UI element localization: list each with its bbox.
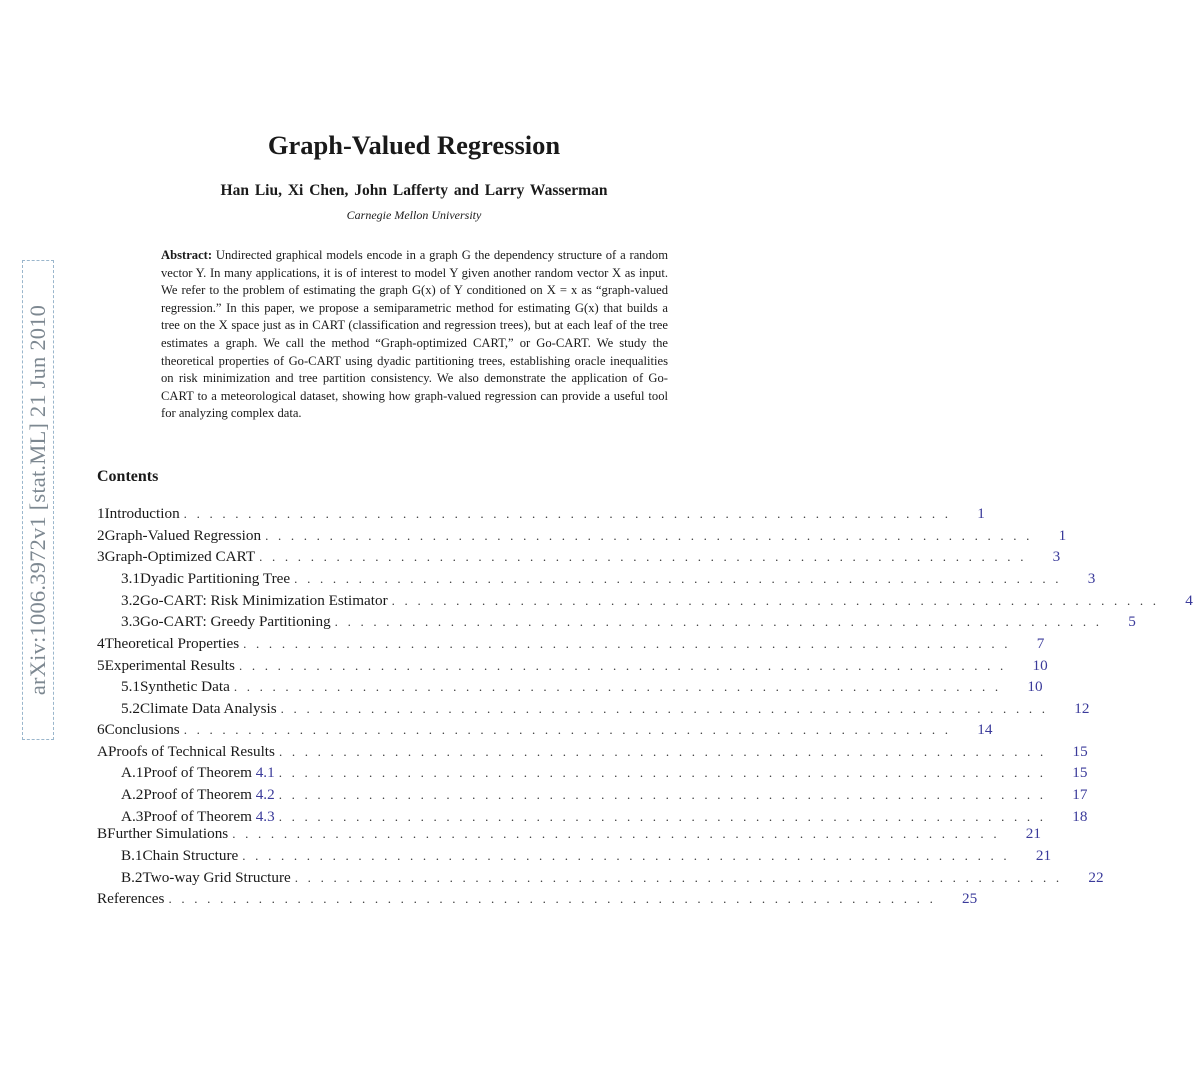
toc-page-link[interactable]: 15 bbox=[1072, 743, 1088, 760]
toc-leader-dots: . . . . . . . . . . . . . . . . . . . . . . . . . . . . . . . . . . . . . . . . . . . . . . . . . . . . . . . . . . . . bbox=[168, 891, 937, 906]
toc-subentry[interactable] bbox=[121, 570, 1096, 590]
toc-number: B.1 bbox=[121, 847, 143, 864]
toc-title: Chain Structure bbox=[142, 847, 239, 864]
toc-entry[interactable] bbox=[97, 548, 1061, 568]
toc-number: 5.1 bbox=[121, 678, 140, 695]
toc-page-link[interactable]: 12 bbox=[1074, 700, 1090, 717]
toc-subentry[interactable] bbox=[121, 847, 1052, 867]
toc-page-link[interactable]: 18 bbox=[1072, 808, 1088, 825]
toc-leader-dots: . . . . . . . . . . . . . . . . . . . . . . . . . . . . . . . . . . . . . . . . . . . . . . . . . . . . . . . . . . . . bbox=[278, 765, 1047, 780]
toc-page-link[interactable]: 4 bbox=[1185, 592, 1193, 609]
toc-number: 4 bbox=[97, 635, 105, 652]
paper-authors: Han Liu, Xi Chen, John Lafferty and Larry Wasserman bbox=[220, 182, 608, 199]
toc-leader-dots: . . . . . . . . . . . . . . . . . . . . . . . . . . . . . . . . . . . . . . . . . . . . . . . . . . . . . . . . . . . . bbox=[232, 826, 1000, 841]
toc-leader-dots: . . . . . . . . . . . . . . . . . . . . . . . . . . . . . . . . . . . . . . . . . . . . . . . . . . . . . . . . . . . . bbox=[265, 528, 1033, 543]
toc-page-link[interactable]: 7 bbox=[1036, 635, 1045, 652]
toc-entry[interactable] bbox=[97, 527, 1067, 547]
toc-entry[interactable] bbox=[97, 743, 1088, 763]
paper-affiliation: Carnegie Mellon University bbox=[346, 208, 482, 222]
toc-title: Further Simulations bbox=[107, 825, 229, 842]
toc-page-link[interactable]: 14 bbox=[977, 721, 993, 738]
toc-subentry[interactable] bbox=[121, 700, 1090, 720]
toc-title: Dyadic Partitioning Tree bbox=[139, 570, 291, 587]
toc-page-link[interactable]: 25 bbox=[962, 890, 978, 907]
toc-entry-references[interactable] bbox=[97, 890, 978, 910]
toc-page-link[interactable]: 1 bbox=[977, 505, 985, 522]
toc-page-link[interactable]: 21 bbox=[1035, 847, 1052, 864]
contents-heading: Contents bbox=[97, 468, 159, 485]
toc-entry[interactable] bbox=[97, 505, 985, 525]
toc-subentry[interactable] bbox=[121, 786, 1088, 806]
abstract-block bbox=[161, 247, 668, 423]
toc-subentry[interactable] bbox=[121, 592, 1193, 612]
toc-title-text: Proof of Theorem bbox=[143, 764, 256, 781]
toc-number: A.1 bbox=[121, 764, 144, 781]
toc-leader-dots: . . . . . . . . . . . . . . . . . . . . . . . . . . . . . . . . . . . . . . . . . . . . . . . . . . . . . . . . . . . . bbox=[242, 848, 1010, 863]
toc-subentry[interactable] bbox=[121, 764, 1088, 784]
toc-title: Conclusions bbox=[104, 721, 180, 738]
toc-title: Synthetic Data bbox=[139, 678, 230, 695]
toc-entry[interactable] bbox=[97, 657, 1048, 677]
toc-page-link[interactable]: 1 bbox=[1058, 527, 1067, 544]
toc-entry[interactable] bbox=[97, 721, 993, 741]
toc-leader-dots: . . . . . . . . . . . . . . . . . . . . . . . . . . . . . . . . . . . . . . . . . . . . . . . . . . . . . . . . . . . . bbox=[233, 679, 1002, 694]
paper-title: Graph-Valued Regression bbox=[267, 130, 561, 160]
toc-title: Graph-Optimized CART bbox=[104, 548, 256, 565]
toc-subentry[interactable] bbox=[121, 869, 1104, 889]
toc-number: 5 bbox=[97, 657, 105, 674]
toc-number: 3.3 bbox=[121, 613, 140, 630]
arxiv-identifier[interactable]: arXiv:1006.3972v1 [stat.ML] 21 Jun 2010 bbox=[25, 304, 50, 696]
toc-page-link[interactable]: 5 bbox=[1128, 613, 1136, 630]
toc-page-link[interactable]: 15 bbox=[1072, 764, 1088, 781]
toc-page-link[interactable]: 10 bbox=[1027, 678, 1043, 695]
toc-title: Introduction bbox=[104, 505, 180, 522]
toc-leader-dots: . . . . . . . . . . . . . . . . . . . . . . . . . . . . . . . . . . . . . . . . . . . . . . . . . . . . . . . . . . . . bbox=[334, 614, 1103, 629]
toc-number: A.3 bbox=[121, 808, 144, 825]
toc-leader-dots: . . . . . . . . . . . . . . . . . . . . . . . . . . . . . . . . . . . . . . . . . . . . . . . . . . . . . . . . . . . . bbox=[183, 722, 952, 737]
toc-page-link[interactable]: 21 bbox=[1025, 825, 1041, 842]
toc-number: A.2 bbox=[121, 786, 144, 803]
toc-subentry[interactable] bbox=[121, 613, 1136, 633]
toc-number: B bbox=[97, 825, 108, 842]
toc-number: 3.2 bbox=[121, 592, 140, 609]
toc-page-link[interactable]: 3 bbox=[1052, 548, 1061, 565]
toc-entry[interactable] bbox=[97, 635, 1045, 655]
toc-leader-dots: . . . . . . . . . . . . . . . . . . . . . . . . . . . . . . . . . . . . . . . . . . . . . . . . . . . . . . . . . . . . bbox=[259, 549, 1027, 564]
toc-entry[interactable] bbox=[97, 825, 1041, 845]
toc-title: Climate Data Analysis bbox=[139, 700, 277, 717]
theorem-ref-link[interactable]: 4.2 bbox=[255, 786, 275, 803]
toc-title-text: Proof of Theorem bbox=[143, 786, 256, 803]
toc-number: 5.2 bbox=[121, 700, 140, 717]
toc-number: 3 bbox=[97, 548, 105, 565]
toc-page-link[interactable]: 3 bbox=[1087, 570, 1096, 587]
toc-leader-dots: . . . . . . . . . . . . . . . . . . . . . . . . . . . . . . . . . . . . . . . . . . . . . . . . . . . . . . . . . . . . bbox=[294, 870, 1063, 885]
toc-leader-dots: . . . . . . . . . . . . . . . . . . . . . . . . . . . . . . . . . . . . . . . . . . . . . . . . . . . . . . . . . . . . bbox=[238, 658, 1007, 673]
toc-title: Two-way Grid Structure bbox=[142, 869, 291, 886]
toc-page-link[interactable]: 17 bbox=[1072, 786, 1088, 803]
toc-title bbox=[143, 808, 274, 826]
toc-title bbox=[143, 764, 274, 782]
toc-number: 2 bbox=[97, 527, 105, 544]
toc-number: 6 bbox=[97, 721, 105, 738]
toc-leader-dots: . . . . . . . . . . . . . . . . . . . . . . . . . . . . . . . . . . . . . . . . . . . . . . . . . . . . . . . . . . . . bbox=[183, 506, 952, 521]
toc-leader-dots: . . . . . . . . . . . . . . . . . . . . . . . . . . . . . . . . . . . . . . . . . . . . . . . . . . . . . . . . . . . . bbox=[294, 571, 1062, 586]
toc-page-link[interactable]: 10 bbox=[1032, 657, 1048, 674]
toc-leader-dots: . . . . . . . . . . . . . . . . . . . . . . . . . . . . . . . . . . . . . . . . . . . . . . . . . . . . . . . . . . . . bbox=[278, 744, 1047, 759]
toc-title bbox=[143, 786, 274, 804]
toc-number: B.2 bbox=[121, 869, 143, 886]
toc-leader-dots: . . . . . . . . . . . . . . . . . . . . . . . . . . . . . . . . . . . . . . . . . . . . . . . . . . . . . . . . . . . . bbox=[243, 636, 1011, 651]
toc-number: 1 bbox=[97, 505, 105, 522]
toc-leader-dots: . . . . . . . . . . . . . . . . . . . . . . . . . . . . . . . . . . . . . . . . . . . . . . . . . . . . . . . . . . . . bbox=[391, 593, 1160, 608]
toc-title: Proofs of Technical Results bbox=[107, 743, 275, 760]
toc-title: Experimental Results bbox=[104, 657, 235, 674]
toc-subentry[interactable] bbox=[121, 678, 1043, 698]
theorem-ref-link[interactable]: 4.3 bbox=[255, 808, 275, 825]
abstract-label: Abstract: bbox=[161, 248, 213, 262]
toc-page-link[interactable]: 22 bbox=[1088, 869, 1104, 886]
toc-leader-dots: . . . . . . . . . . . . . . . . . . . . . . . . . . . . . . . . . . . . . . . . . . . . . . . . . . . . . . . . . . . . bbox=[278, 787, 1047, 802]
theorem-ref-link[interactable]: 4.1 bbox=[255, 764, 275, 781]
toc-title: References bbox=[97, 890, 165, 907]
toc-title: Go-CART: Greedy Partitioning bbox=[139, 613, 331, 630]
toc-leader-dots: . . . . . . . . . . . . . . . . . . . . . . . . . . . . . . . . . . . . . . . . . . . . . . . . . . . . . . . . . . . . bbox=[280, 701, 1049, 716]
toc-title-text: Proof of Theorem bbox=[143, 808, 256, 825]
toc-title: Go-CART: Risk Minimization Estimator bbox=[139, 592, 388, 609]
abstract-text: Undirected graphical models encode in a graph G the dependency structure of a random vector Y. In many applications, it is of interest to model Y given another random vector X as input. We refer to the problem of estimating the graph G(x) of Y conditioned on X = x as “graph-valued regression.” In this paper, we propose a semiparametric method for estimating G(x) that builds a tree on the X space just as in CART (classification and regression trees), but at each leaf of the tree estimates a graph. We call the method “Graph-optimized CART,” or Go-CART. We study the theoretical properties of Go-CART using dyadic partitioning trees, establishing oracle inequalities on risk minimization and tree partition consistency. We also demonstrate the application of Go-CART to a meteorological dataset, showing how graph-valued regression can provide a useful tool for analyzing complex data. bbox=[161, 248, 668, 421]
toc-number: 3.1 bbox=[121, 570, 140, 587]
arxiv-sidebar-stamp bbox=[22, 260, 54, 740]
toc-title: Graph-Valued Regression bbox=[104, 527, 262, 544]
toc-number: A bbox=[97, 743, 108, 760]
toc-title: Theoretical Properties bbox=[104, 635, 240, 652]
toc-leader-dots: . . . . . . . . . . . . . . . . . . . . . . . . . . . . . . . . . . . . . . . . . . . . . . . . . . . . . . . . . . . . bbox=[278, 809, 1047, 824]
